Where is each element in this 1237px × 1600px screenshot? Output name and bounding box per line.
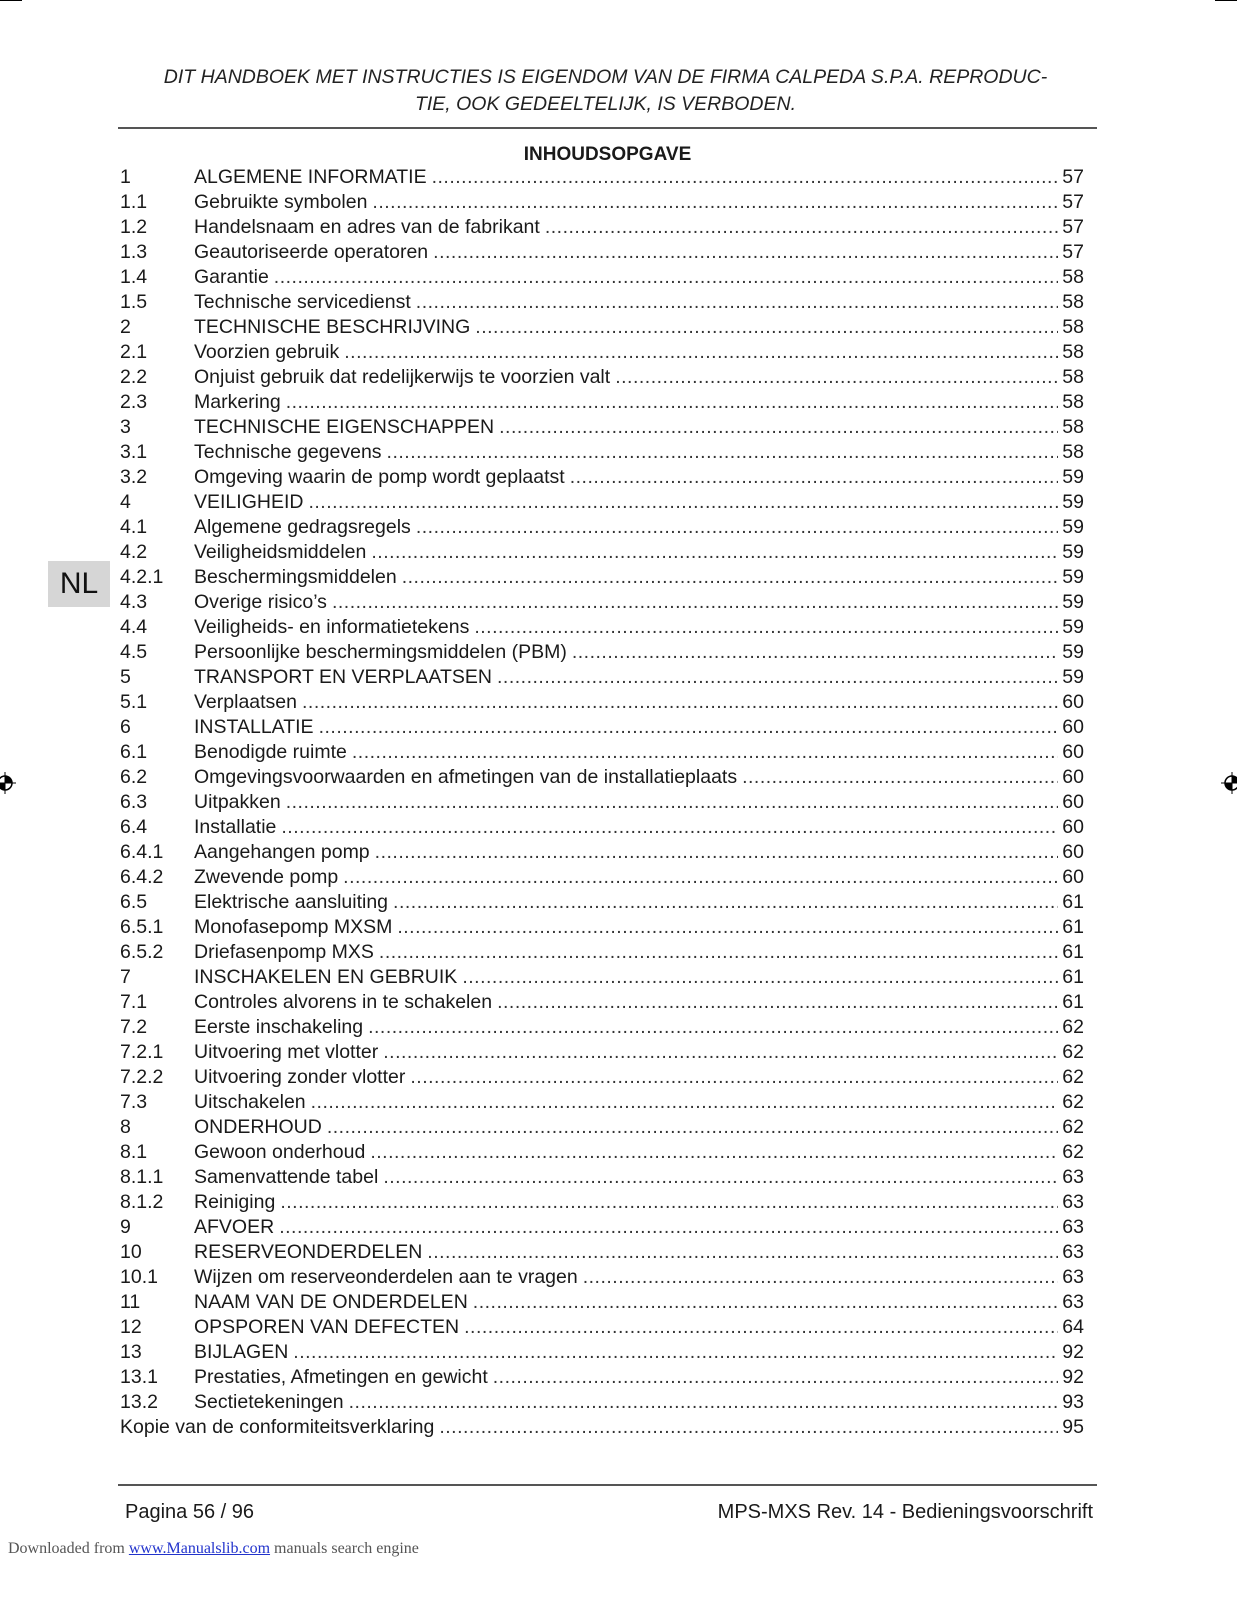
toc-entry-title: INSTALLATIE	[194, 716, 314, 738]
toc-entry	[120, 440, 1084, 465]
toc-entry-page: 63	[1062, 1266, 1084, 1288]
toc-entry	[120, 690, 1084, 715]
toc-entry-page: 63	[1062, 1216, 1084, 1238]
toc-entry	[120, 1190, 1084, 1215]
toc-entry-title: Beschermingsmiddelen	[194, 566, 397, 588]
toc-leader-dots	[475, 315, 1058, 340]
toc-entry-number: 6.2	[120, 766, 148, 788]
toc-entry	[120, 1015, 1084, 1040]
toc-leader-dots	[370, 1140, 1058, 1165]
toc-leader-dots	[473, 1290, 1059, 1315]
table-of-contents	[120, 165, 1084, 1440]
toc-entry-title: Monofasepomp MXSM	[194, 916, 393, 938]
toc-entry-title: INSCHAKELEN EN GEBRUIK	[194, 966, 458, 988]
toc-entry-number: 8.1.1	[120, 1166, 164, 1188]
toc-entry-page: 59	[1062, 466, 1084, 488]
toc-entry	[120, 265, 1084, 290]
toc-entry-number: 10	[120, 1241, 142, 1263]
toc-leader-dots	[474, 615, 1058, 640]
toc-entry-number: 7.3	[120, 1091, 148, 1113]
toc-entry-page: 60	[1062, 841, 1084, 863]
toc-entry-number: 3.2	[120, 466, 148, 488]
toc-entry	[120, 190, 1084, 215]
toc-entry-number: 4.3	[120, 591, 148, 613]
toc-entry-title: ONDERHOUD	[194, 1116, 322, 1138]
toc-entry	[120, 1140, 1084, 1165]
toc-entry-title: AFVOER	[194, 1216, 275, 1238]
toc-entry-page: 59	[1062, 616, 1084, 638]
toc-leader-dots	[372, 190, 1058, 215]
toc-entry-title: Persoonlijke beschermingsmiddelen (PBM)	[194, 641, 567, 663]
toc-entry	[120, 540, 1084, 565]
toc-entry-number: 11	[120, 1291, 141, 1313]
copyright-line-2: TIE, OOK GEDEELTELIJK, IS VERBODEN.	[414, 93, 797, 115]
toc-entry-title: TECHNISCHE BESCHRIJVING	[194, 316, 471, 338]
toc-entry-number: 6.4.2	[120, 866, 164, 888]
toc-leader-dots	[319, 715, 1059, 740]
toc-entry-number: 13	[120, 1341, 142, 1363]
toc-leader-dots	[286, 390, 1059, 415]
toc-entry-number: 8	[120, 1116, 131, 1138]
toc-entry-page: 59	[1062, 566, 1084, 588]
toc-entry-page: 62	[1062, 1016, 1084, 1038]
toc-entry-title: Technische gegevens	[194, 441, 382, 463]
registration-mark-left-icon	[0, 772, 16, 794]
toc-entry-title: TRANSPORT EN VERPLAATSEN	[194, 666, 492, 688]
toc-entry-page: 59	[1062, 491, 1084, 513]
toc-entry-number: 2.2	[120, 366, 148, 388]
toc-entry-title: Geautoriseerde operatoren	[194, 241, 429, 263]
toc-entry-title: Uitvoering zonder vlotter	[194, 1066, 406, 1088]
toc-leader-dots	[343, 865, 1058, 890]
toc-entry-number: 8.1	[120, 1141, 148, 1163]
toc-entry-number: 6.3	[120, 791, 148, 813]
toc-entry-page: 58	[1062, 316, 1084, 338]
toc-entry-title: Verplaatsen	[194, 691, 297, 713]
toc-leader-dots	[464, 1315, 1058, 1340]
toc-entry-title: Garantie	[194, 266, 269, 288]
toc-leader-dots	[439, 1415, 1058, 1440]
toc-entry-page: 61	[1062, 941, 1084, 963]
toc-entry	[120, 1365, 1084, 1390]
toc-entry-page: 60	[1062, 691, 1084, 713]
toc-entry-page: 61	[1062, 916, 1084, 938]
toc-entry-title: Algemene gedragsregels	[194, 516, 411, 538]
toc-entry-page: 61	[1062, 991, 1084, 1013]
toc-leader-dots	[545, 215, 1058, 240]
toc-entry-number: 5	[120, 666, 131, 688]
toc-entry-title: Elektrische aansluiting	[194, 891, 389, 913]
toc-entry	[120, 240, 1084, 265]
toc-entry-number: 1.1	[120, 191, 148, 213]
toc-entry	[120, 940, 1084, 965]
toc-entry-number: 6.5.1	[120, 916, 164, 938]
toc-entry-number: 6	[120, 716, 131, 738]
toc-entry-page: 63	[1062, 1166, 1084, 1188]
toc-leader-dots	[497, 990, 1058, 1015]
toc-entry-page: 59	[1062, 591, 1084, 613]
toc-leader-dots	[572, 640, 1058, 665]
toc-entry-number: 6.1	[120, 741, 148, 763]
download-notice	[8, 1540, 419, 1558]
toc-entry-title: NAAM VAN DE ONDERDELEN	[194, 1291, 468, 1313]
toc-entry-title: Gewoon onderhoud	[194, 1141, 366, 1163]
toc-leader-dots	[397, 915, 1058, 940]
toc-entry-title: Handelsnaam en adres van de fabrikant	[194, 216, 540, 238]
toc-entry	[120, 740, 1084, 765]
toc-leader-dots	[279, 1215, 1058, 1240]
toc-entry-page: 60	[1062, 816, 1084, 838]
crop-mark-top-left	[0, 0, 22, 1]
toc-entry	[120, 1065, 1084, 1090]
toc-entry-title: Benodigde ruimte	[194, 741, 347, 763]
toc-entry	[120, 515, 1084, 540]
toc-entry-title: Sectietekeningen	[194, 1391, 344, 1413]
toc-leader-dots	[383, 1165, 1058, 1190]
toc-leader-dots	[497, 665, 1058, 690]
toc-entry-page: 60	[1062, 716, 1084, 738]
toc-entry-title: Markering	[194, 391, 281, 413]
toc-entry-page: 57	[1062, 191, 1084, 213]
toc-entry-page: 62	[1062, 1116, 1084, 1138]
toc-leader-dots	[387, 440, 1059, 465]
toc-entry	[120, 815, 1084, 840]
toc-leader-dots	[274, 265, 1059, 290]
toc-entry-title: Wijzen om reserveonderdelen aan te vragen	[194, 1266, 578, 1288]
toc-entry	[120, 1240, 1084, 1265]
toc-entry	[120, 765, 1084, 790]
toc-leader-dots	[493, 1365, 1059, 1390]
toc-leader-dots	[368, 1015, 1058, 1040]
toc-entry-page: 58	[1062, 341, 1084, 363]
toc-entry-number: 7.2.2	[120, 1066, 164, 1088]
toc-entry-number: 6.5	[120, 891, 148, 913]
document-reference: MPS-MXS Rev. 14 - Bedieningsvoorschrift	[717, 1501, 1093, 1523]
toc-entry-title: Gebruikte symbolen	[194, 191, 368, 213]
toc-entry-page: 61	[1062, 966, 1084, 988]
toc-entry-page: 58	[1062, 266, 1084, 288]
toc-leader-dots	[349, 1390, 1059, 1415]
toc-entry	[120, 915, 1084, 940]
toc-entry	[120, 840, 1084, 865]
toc-entry-title: TECHNISCHE EIGENSCHAPPEN	[194, 416, 495, 438]
toc-leader-dots	[393, 890, 1058, 915]
toc-entry	[120, 890, 1084, 915]
toc-leader-dots	[433, 240, 1058, 265]
toc-entry	[120, 865, 1084, 890]
toc-entry	[120, 715, 1084, 740]
toc-entry-title: Eerste inschakeling	[194, 1016, 364, 1038]
copyright-line-1: DIT HANDBOEK MET INSTRUCTIES IS EIGENDOM VAN DE FIRMA CALPEDA S.P.A. REPRODUC-	[163, 66, 1048, 88]
toc-entry	[120, 1315, 1084, 1340]
toc-entry	[120, 1290, 1084, 1315]
toc-entry-number: 4	[120, 491, 131, 513]
toc-entry-page: 62	[1062, 1091, 1084, 1113]
toc-entry	[120, 615, 1084, 640]
toc-leader-dots	[352, 740, 1058, 765]
copyright-notice	[118, 64, 1093, 118]
toc-entry-number: 6.4.1	[120, 841, 164, 863]
toc-entry-page: 62	[1062, 1141, 1084, 1163]
toc-entry-title: Uitschakelen	[194, 1091, 306, 1113]
toc-leader-dots	[462, 965, 1058, 990]
toc-entry-number: 9	[120, 1216, 131, 1238]
header-rule	[118, 127, 1097, 129]
toc-entry	[120, 565, 1084, 590]
toc-entry-title: Overige risico’s	[194, 591, 327, 613]
toc-entry-page: 57	[1062, 166, 1084, 188]
toc-leader-dots	[416, 290, 1059, 315]
toc-entry-number: 5.1	[120, 691, 148, 713]
toc-entry-number: 1	[120, 166, 131, 188]
toc-entry-title: Kopie van de conformiteitsverklaring	[120, 1416, 435, 1438]
toc-entry-title: Zwevende pomp	[194, 866, 339, 888]
toc-entry-page: 59	[1062, 516, 1084, 538]
toc-entry-number: 8.1.2	[120, 1191, 164, 1213]
toc-entry	[120, 1390, 1084, 1415]
toc-entry-page: 57	[1062, 216, 1084, 238]
toc-leader-dots	[344, 340, 1058, 365]
toc-entry	[120, 1340, 1084, 1365]
toc-entry-title: Onjuist gebruik dat redelijkerwijs te voorzien valt	[194, 366, 611, 388]
toc-entry-title: Veiligheidsmiddelen	[194, 541, 367, 563]
page-number: Pagina 56 / 96	[125, 1501, 254, 1523]
toc-leader-dots	[432, 165, 1059, 190]
toc-leader-dots	[402, 565, 1059, 590]
toc-entry-title: Installatie	[194, 816, 277, 838]
toc-entry-title: Technische servicedienst	[194, 291, 411, 313]
toc-entry-title: Omgeving waarin de pomp wordt geplaatst	[194, 466, 565, 488]
toc-leader-dots	[427, 1240, 1058, 1265]
toc-entry-number: 4.2.1	[120, 566, 164, 588]
toc-entry-number: 4.5	[120, 641, 148, 663]
toc-entry-title: Samenvattende tabel	[194, 1166, 379, 1188]
toc-entry	[120, 1415, 1084, 1440]
download-suffix: manuals search engine	[270, 1540, 419, 1557]
toc-entry-page: 63	[1062, 1241, 1084, 1263]
toc-entry-title: VEILIGHEID	[194, 491, 304, 513]
toc-entry	[120, 290, 1084, 315]
toc-entry-page: 93	[1062, 1391, 1084, 1413]
toc-leader-dots	[286, 790, 1059, 815]
toc-entry-page: 60	[1062, 741, 1084, 763]
toc-entry-title: Veiligheids- en informatietekens	[194, 616, 470, 638]
toc-entry-number: 1.2	[120, 216, 148, 238]
toc-entry-page: 58	[1062, 366, 1084, 388]
toc-entry-title: Driefasenpomp MXS	[194, 941, 374, 963]
toc-leader-dots	[327, 1115, 1058, 1140]
toc-entry-page: 58	[1062, 416, 1084, 438]
toc-entry	[120, 665, 1084, 690]
toc-entry-number: 7.1	[120, 991, 148, 1013]
toc-entry	[120, 590, 1084, 615]
toc-entry-title: BIJLAGEN	[194, 1341, 289, 1363]
toc-entry-page: 60	[1062, 866, 1084, 888]
toc-leader-dots	[308, 490, 1058, 515]
toc-entry-number: 6.4	[120, 816, 148, 838]
toc-entry-number: 4.1	[120, 516, 148, 538]
toc-entry-title: RESERVEONDERDELEN	[194, 1241, 423, 1263]
toc-leader-dots	[281, 815, 1058, 840]
toc-entry-number: 7.2.1	[120, 1041, 164, 1063]
toc-entry-number: 4.2	[120, 541, 148, 563]
toc-leader-dots	[416, 515, 1058, 540]
toc-leader-dots	[371, 540, 1058, 565]
toc-leader-dots	[302, 690, 1058, 715]
toc-leader-dots	[499, 415, 1058, 440]
toc-entry-page: 58	[1062, 391, 1084, 413]
toc-entry-page: 58	[1062, 441, 1084, 463]
toc-entry-title: Prestaties, Afmetingen en gewicht	[194, 1366, 488, 1388]
toc-entry-title: Controles alvorens in te schakelen	[194, 991, 493, 1013]
toc-entry-title: ALGEMENE INFORMATIE	[194, 166, 427, 188]
toc-entry-title: Uitvoering met vlotter	[194, 1041, 379, 1063]
toc-leader-dots	[379, 940, 1058, 965]
toc-entry	[120, 340, 1084, 365]
toc-entry	[120, 490, 1084, 515]
toc-leader-dots	[615, 365, 1058, 390]
toc-leader-dots	[742, 765, 1058, 790]
toc-entry-title: Aangehangen pomp	[194, 841, 370, 863]
toc-entry	[120, 1115, 1084, 1140]
toc-entry-number: 1.3	[120, 241, 148, 263]
toc-entry-number: 1.5	[120, 291, 148, 313]
toc-entry-number: 10.1	[120, 1266, 158, 1288]
toc-leader-dots	[583, 1265, 1059, 1290]
toc-entry-number: 4.4	[120, 616, 148, 638]
toc-entry	[120, 315, 1084, 340]
toc-entry-number: 13.2	[120, 1391, 158, 1413]
toc-entry-title: Voorzien gebruik	[194, 341, 340, 363]
toc-entry-number: 2.3	[120, 391, 148, 413]
toc-entry-title: OPSPOREN VAN DEFECTEN	[194, 1316, 460, 1338]
toc-entry-title: Reiniging	[194, 1191, 276, 1213]
toc-entry-page: 58	[1062, 291, 1084, 313]
toc-entry	[120, 465, 1084, 490]
toc-entry-page: 57	[1062, 241, 1084, 263]
toc-entry-number: 12	[120, 1316, 142, 1338]
toc-leader-dots	[410, 1065, 1058, 1090]
registration-mark-right-icon	[1221, 772, 1237, 794]
crop-mark-top-right	[1215, 0, 1237, 1]
toc-entry	[120, 640, 1084, 665]
toc-entry-number: 3	[120, 416, 131, 438]
toc-entry	[120, 1215, 1084, 1240]
toc-entry	[120, 165, 1084, 190]
toc-entry	[120, 990, 1084, 1015]
toc-leader-dots	[293, 1340, 1058, 1365]
toc-entry	[120, 390, 1084, 415]
toc-entry-page: 60	[1062, 791, 1084, 813]
toc-entry-page: 60	[1062, 766, 1084, 788]
toc-entry-page: 95	[1062, 1416, 1084, 1438]
toc-entry-title: Omgevingsvoorwaarden en afmetingen van de installatieplaats	[194, 766, 738, 788]
toc-entry-number: 2.1	[120, 341, 148, 363]
toc-leader-dots	[332, 590, 1058, 615]
toc-entry-page: 92	[1062, 1341, 1084, 1363]
toc-entry	[120, 1265, 1084, 1290]
language-tab: NL	[48, 561, 110, 607]
toc-entry-page: 63	[1062, 1291, 1084, 1313]
toc-entry	[120, 790, 1084, 815]
toc-entry-page: 92	[1062, 1366, 1084, 1388]
toc-entry-page: 63	[1062, 1191, 1084, 1213]
toc-entry	[120, 1040, 1084, 1065]
toc-entry-page: 62	[1062, 1041, 1084, 1063]
toc-entry	[120, 1165, 1084, 1190]
toc-heading: INHOUDSOPGAVE	[523, 144, 692, 165]
toc-entry-number: 7	[120, 966, 131, 988]
toc-entry-number: 1.4	[120, 266, 148, 288]
toc-entry-page: 59	[1062, 641, 1084, 663]
toc-entry-number: 6.5.2	[120, 941, 164, 963]
toc-entry	[120, 365, 1084, 390]
toc-entry	[120, 965, 1084, 990]
toc-entry-number: 7.2	[120, 1016, 148, 1038]
toc-entry	[120, 415, 1084, 440]
toc-entry-title: Uitpakken	[194, 791, 281, 813]
toc-entry-page: 59	[1062, 541, 1084, 563]
toc-entry	[120, 215, 1084, 240]
toc-entry-number: 2	[120, 316, 131, 338]
toc-leader-dots	[280, 1190, 1058, 1215]
toc-entry-page: 61	[1062, 891, 1084, 913]
toc-entry-page: 62	[1062, 1066, 1084, 1088]
toc-leader-dots	[311, 1090, 1059, 1115]
toc-leader-dots	[375, 840, 1059, 865]
toc-entry	[120, 1090, 1084, 1115]
toc-leader-dots	[383, 1040, 1058, 1065]
toc-entry-page: 59	[1062, 666, 1084, 688]
footer-rule	[118, 1484, 1097, 1486]
toc-entry-number: 13.1	[120, 1366, 158, 1388]
toc-leader-dots	[570, 465, 1059, 490]
toc-entry-page: 64	[1062, 1316, 1084, 1338]
toc-entry-number: 3.1	[120, 441, 148, 463]
download-prefix: Downloaded from	[8, 1540, 129, 1557]
manualslib-link[interactable]: www.Manualslib.com	[128, 1540, 271, 1557]
